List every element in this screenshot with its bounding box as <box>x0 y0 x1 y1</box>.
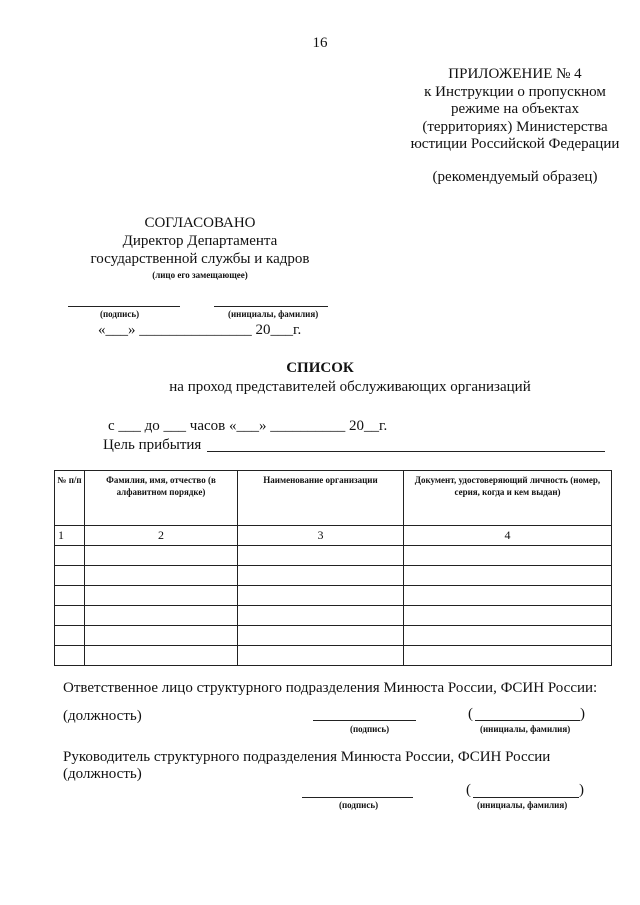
column-header-organization: Наименование организации <box>238 471 404 526</box>
approval-date-line: «___» _______________ 20___г. <box>98 322 302 338</box>
head-position: (должность) <box>63 766 142 782</box>
approval-line: государственной службы и кадров <box>90 251 310 267</box>
purpose-fill-line <box>207 451 605 452</box>
column-number: 4 <box>404 526 612 546</box>
appendix-line: к Инструкции о пропускном <box>424 83 606 100</box>
table-header-row <box>55 471 612 526</box>
responsible-initials-caption: (инициалы, фамилия) <box>480 724 571 734</box>
head-initials-caption: (инициалы, фамилия) <box>477 800 568 810</box>
period-line: с ___ до ___ часов «___» __________ 20__г. <box>108 418 388 434</box>
column-number-row <box>55 526 612 546</box>
approval-signature-caption: (подпись) <box>100 309 140 319</box>
appendix-title: ПРИЛОЖЕНИЕ № 4 <box>448 66 582 82</box>
page-number: 16 <box>312 35 328 51</box>
appendix-line: режиме на объектах <box>450 101 580 117</box>
table-row <box>55 566 612 586</box>
document-subheading: на проход представителей обслуживающих организаций <box>169 379 531 395</box>
head-label: Руководитель структурного подразделения Минюста России, ФСИН России <box>63 749 551 765</box>
table-row <box>55 646 612 666</box>
approval-note: (лицо его замещающее) <box>152 270 248 280</box>
appendix-block <box>395 66 635 186</box>
responsible-person-label: Ответственное лицо структурного подразделения Минюста России, ФСИН России: <box>63 680 598 696</box>
column-number: 1 <box>55 526 85 546</box>
approval-signature-line <box>68 306 180 307</box>
table-row <box>55 626 612 646</box>
visitor-list-table <box>54 470 612 666</box>
approval-title: СОГЛАСОВАНО <box>144 215 256 231</box>
head-signature-caption: (подпись) <box>339 800 379 810</box>
table-row <box>55 606 612 626</box>
approval-block <box>70 214 330 282</box>
head-initials-line <box>473 797 579 798</box>
column-header-id-document: Документ, удостоверяющий личность (номер, серия, когда и кем выдан) <box>404 471 612 526</box>
approval-initials-caption: (инициалы, фамилия) <box>228 309 319 319</box>
appendix-line: (территориях) Министерства <box>422 118 608 135</box>
table-row <box>55 546 612 566</box>
document-heading: СПИСОК <box>286 360 354 376</box>
responsible-signature-line <box>313 720 416 721</box>
table-row <box>55 586 612 606</box>
purpose-label: Цель прибытия <box>103 437 202 453</box>
column-header-full-name: Фамилия, имя, отчество (в алфавитном порядке) <box>85 471 238 526</box>
responsible-initials-line <box>475 720 580 721</box>
responsible-signature-caption: (подпись) <box>350 724 390 734</box>
column-header-number: № п/п <box>55 471 85 526</box>
appendix-line: юстиции Российской Федерации <box>410 136 620 152</box>
column-number: 2 <box>85 526 238 546</box>
approval-initials-line <box>214 306 328 307</box>
head-signature-line <box>302 797 413 798</box>
approval-line: Директор Департамента <box>122 233 278 249</box>
recommended-sample-note: (рекомендуемый образец) <box>432 168 598 185</box>
column-number: 3 <box>238 526 404 546</box>
responsible-position: (должность) <box>63 708 142 724</box>
